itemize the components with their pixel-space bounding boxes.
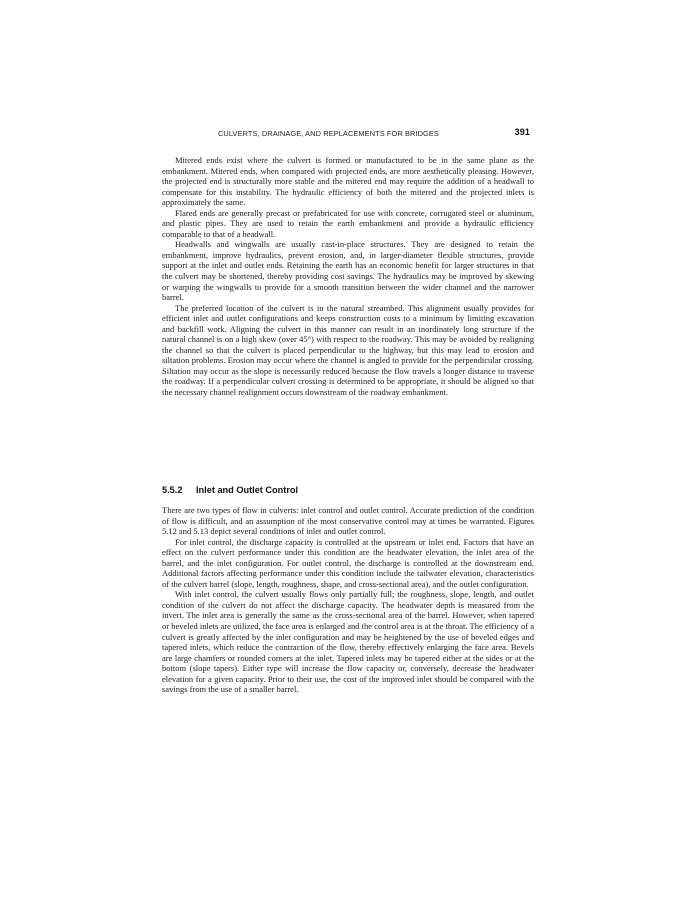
paragraph-flared-ends: Flared ends are generally precast or prefabricated for use with concrete, corrugated steel or aluminum, and plastic pipes. They are used to retain the earth embankment and provide a hydraulic efficiency comparable to that of a headwall. (162, 207, 534, 239)
paragraph-mitered-ends: Mitered ends exist where the culvert is formed or manufactured to be in the same plane as the embankment. Mitered ends, when compared with projected ends, are more aesthetically pleasing. However, the projected end is structurally more stable and the mitered end may require the addition of a headwall to compensate for this instability. The hydraulic efficiency of both the mitered and the projected inlets is approximately the same. (162, 155, 534, 208)
body-text-bottom (162, 505, 534, 695)
running-title: CULVERTS, DRAINAGE, AND REPLACEMENTS FOR BRIDGES (218, 129, 439, 138)
body-text-top (162, 155, 534, 398)
page-number: 391 (514, 127, 530, 137)
section-title: Inlet and Outlet Control (196, 485, 299, 495)
paragraph-flow-types: There are two types of flow in culverts: inlet control and outlet control. Accurate prediction of the condition of flow is difficult, and an assumption of the most conservative control may at times be warranted. Figures 5.12 and 5.13 depict several conditions of inlet and outlet control. (162, 505, 534, 537)
paragraph-inlet-outlet-control: For inlet control, the discharge capacity is controlled at the upstream or inlet end. Factors that have an effect on the culvert performance under this condition are the headwater elevation, the inlet area of the barrel, and the inlet configuration. For outlet control, the discharge is controlled at the downstream end. Additional factors affecting performance under this condition include the tailwater elevation, characteristics of the culvert barrel (slope, length, roughness, shape, and cross-sectional area), and the outlet configuration. (162, 536, 534, 589)
paragraph-inlet-control-detail: With inlet control, the culvert usually flows only partially full; the roughness, slope, length, and outlet condition of the culvert do not affect the discharge capacity. The headwater depth is measured from the invert. The inlet area is generally the same as the cross-sectional area of the barrel. However, when tapered or beveled inlets are utilized, the face area is enlarged and the control area is at the throat. The efficiency of a culvert is greatly affected by the inlet configuration and may be heightened by the use of beveled edges and tapered inlets, which reduce the contraction of the flow, thereby effectively enlarging the face area. Bevels are large chamfers or rounded corners at the inlet. Tapered inlets may be tapered either at the sides or at the bottom (slope tapers). Either type will increase the flow capacity or, conversely, decrease the headwater elevation for a given capacity. Prior to their use, the cost of the improved inlet should be compared with the savings from the use of a smaller barrel. (162, 589, 534, 695)
paragraph-headwalls: Headwalls and wingwalls are usually cast-in-place structures. They are designed to retain the embankment, improve hydraulics, prevent erosion, and, in larger-diameter flexible structures, provide support at the inlet and outlet ends. Retaining the earth has an economic benefit for larger structures in that the culvert may be shortened, thereby providing cost savings. The hydraulics may be improved by skewing or warping the wingwalls to provide for a smooth transition between the wider channel and the narrower barrel. (162, 239, 534, 303)
section-number: 5.5.2 (162, 485, 183, 495)
paragraph-culvert-location: The preferred location of the culvert is in the natural streambed. This alignment usually provides for efficient inlet and outlet configurations and keeps construction costs to a minimum by limiting excavation and backfill work. Aligning the culvert in this manner can result in an inordinately long structure if the natural channel is on a high skew (over 45°) with respect to the roadway. This may be avoided by realigning the channel so that the culvert is placed perpendicular to the highway, but this may lead to erosion and siltation problems. Erosion may occur where the channel is angled to provide for the perpendicular crossing. Siltation may occur as the slope is necessarily reduced because the flow travels a longer distance to traverse the roadway. If a perpendicular culvert crossing is determined to be appropriate, it should be aligned so that the necessary channel realignment occurs downstream of the roadway embankment. (162, 302, 534, 398)
running-head (162, 127, 534, 141)
section-heading (162, 485, 534, 495)
